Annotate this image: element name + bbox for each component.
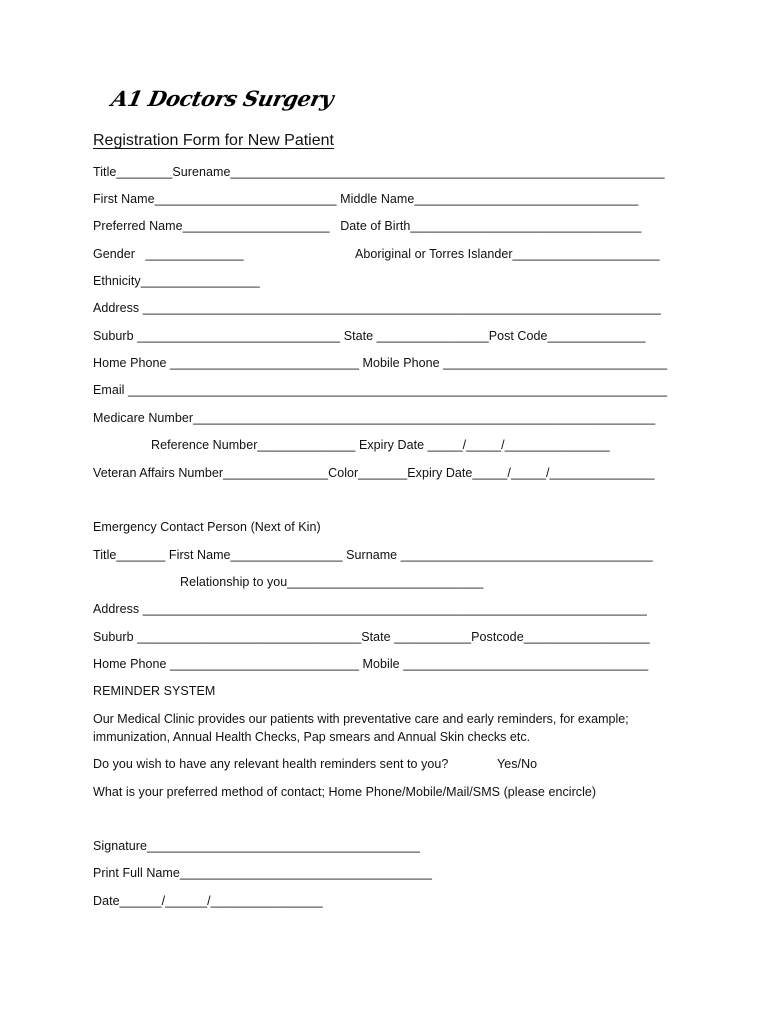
ethnicity-field[interactable]: Ethnicity_________________ bbox=[93, 274, 260, 288]
reminder-question: Do you wish to have any relevant health reminders sent to you? bbox=[93, 757, 449, 771]
emergency-title-name-field[interactable]: Title_______ First Name________________ Surname ____________________________________ bbox=[93, 548, 653, 562]
reminder-heading: REMINDER SYSTEM bbox=[93, 684, 216, 698]
title-surname-field[interactable]: Title________Surename______________________________________________________________ bbox=[93, 165, 665, 179]
email-field[interactable]: Email _____________________________________________________________________________ bbox=[93, 383, 668, 397]
emergency-address-field[interactable]: Address ________________________________________________________________________ bbox=[93, 602, 647, 616]
first-middle-name-field[interactable]: First Name__________________________ Middle Name________________________________ bbox=[93, 192, 639, 206]
aboriginal-field[interactable]: Aboriginal or Torres Islander_____________________ bbox=[355, 247, 660, 261]
reference-number-field[interactable]: Reference Number______________ Expiry Date _____/_____/_______________ bbox=[151, 438, 610, 452]
veteran-affairs-field[interactable]: Veteran Affairs Number_______________Color_______Expiry Date_____/_____/_______________ bbox=[93, 466, 655, 480]
date-field[interactable]: Date______/______/________________ bbox=[93, 894, 323, 908]
form-title: Registration Form for New Patient bbox=[93, 132, 334, 149]
phone-field[interactable]: Home Phone ___________________________ Mobile Phone ________________________________ bbox=[93, 356, 668, 370]
reminder-paragraph: Our Medical Clinic provides our patients with preventative care and early reminders, for example; immunization, Annual Health Checks, Pap smears and Annual Skin checks etc. bbox=[93, 712, 629, 744]
print-name-field[interactable]: Print Full Name____________________________________ bbox=[93, 866, 432, 880]
relationship-field[interactable]: Relationship to you____________________________ bbox=[180, 575, 484, 589]
address-field[interactable]: Address __________________________________________________________________________ bbox=[93, 301, 661, 315]
preferred-name-dob-field[interactable]: Preferred Name_____________________ Date of Birth_________________________________ bbox=[93, 219, 642, 233]
signature-field[interactable]: Signature_______________________________________ bbox=[93, 839, 421, 853]
contact-method-question: What is your preferred method of contact; Home Phone/Mobile/Mail/SMS (please encircle) bbox=[93, 785, 597, 799]
medicare-number-field[interactable]: Medicare Number__________________________________________________________________ bbox=[93, 411, 656, 425]
suburb-state-postcode-field[interactable]: Suburb _____________________________ State ________________Post Code______________ bbox=[93, 329, 646, 343]
gender-field[interactable]: Gender ______________ bbox=[93, 247, 244, 261]
emergency-suburb-field[interactable]: Suburb ________________________________State ___________Postcode__________________ bbox=[93, 630, 650, 644]
reminder-answer[interactable]: Yes/No bbox=[497, 757, 538, 771]
emergency-phone-field[interactable]: Home Phone ___________________________ Mobile ___________________________________ bbox=[93, 657, 649, 671]
clinic-logo: A1 Doctors Surgery bbox=[109, 86, 336, 111]
emergency-contact-heading: Emergency Contact Person (Next of Kin) bbox=[93, 520, 321, 534]
